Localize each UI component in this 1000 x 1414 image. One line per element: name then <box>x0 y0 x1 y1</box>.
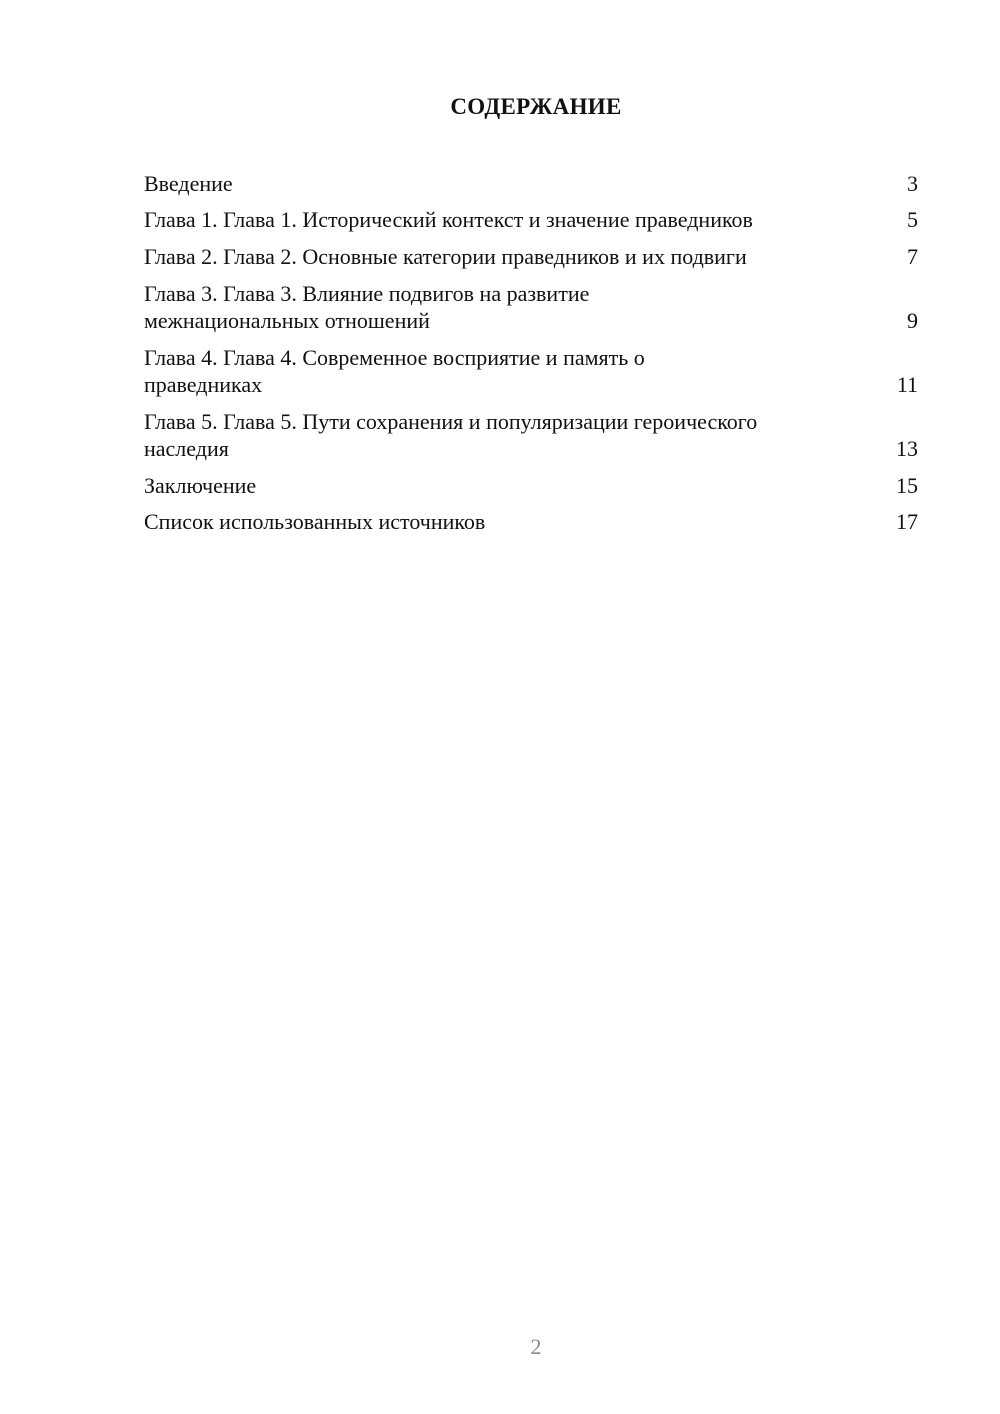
toc-entry-page: 15 <box>896 473 918 498</box>
toc-entry-conclusion <box>144 472 920 499</box>
toc-heading: СОДЕРЖАНИЕ <box>450 94 622 119</box>
toc-entry-chapter-4 <box>144 344 920 398</box>
toc-entry-introduction <box>144 170 920 197</box>
toc-entry-text: Список использованных источников <box>144 509 486 534</box>
toc-entry-text: Глава 1. Глава 1. Исторический контекст и значение праведников <box>144 207 753 232</box>
toc-entry-text: Глава 5. Глава 5. Пути сохранения и популяризации героического наследия <box>144 409 758 461</box>
toc-entry-page: 5 <box>907 207 918 232</box>
toc-list <box>144 170 920 544</box>
toc-entry-page: 17 <box>896 509 918 534</box>
toc-entry-text: Глава 2. Глава 2. Основные категории праведников и их подвиги <box>144 244 747 269</box>
toc-entry-text: Заключение <box>144 473 257 498</box>
toc-entry-chapter-1 <box>144 206 920 233</box>
toc-entry-page: 11 <box>896 372 918 397</box>
toc-entry-chapter-2 <box>144 243 920 270</box>
toc-entry-page: 13 <box>896 436 918 461</box>
toc-entry-chapter-5 <box>144 408 920 462</box>
toc-entry-text: Введение <box>144 171 233 196</box>
toc-entry-page: 9 <box>907 308 918 333</box>
toc-entry-chapter-3 <box>144 280 920 334</box>
toc-entry-text: Глава 4. Глава 4. Современное восприятие и память о праведниках <box>144 345 645 397</box>
toc-entry-page: 3 <box>907 171 918 196</box>
toc-entry-text: Глава 3. Глава 3. Влияние подвигов на развитие межнациональных отношений <box>144 281 590 333</box>
page-number: 2 <box>530 1334 542 1359</box>
toc-entry-references <box>144 508 920 535</box>
toc-entry-page: 7 <box>907 244 918 269</box>
